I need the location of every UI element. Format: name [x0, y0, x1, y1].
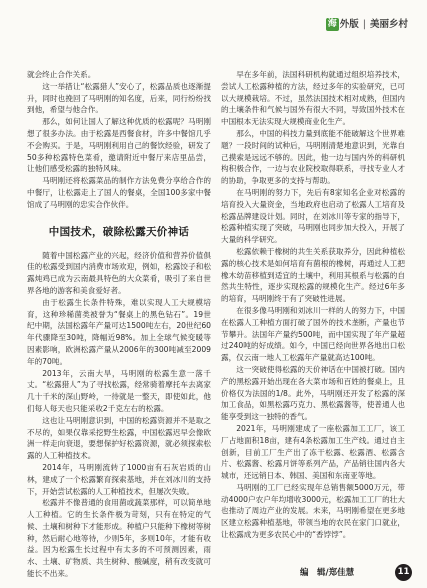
header-separator: | [362, 19, 366, 30]
paragraph: 早在多年前，法国科研机构就通过组织培养技术，尝试人工松露种植的方法，经过多年的实验研究，已可以大规模栽培。不过，虽然法国技术相对成熟，但国内的土壤条件和气候与国外有很大不同，导致国外技术在中国根本无法实现大规模商业化生产。 [221, 70, 405, 127]
section-label: 美丽乡村 [369, 19, 408, 30]
paragraph: 松露并不像普通的食用菌或蔬菜那样，可以简单地人工种植。它的生长条件极为苛刻，只有在特定的气候、土壤和树种下才能形成。种植户只能种下橡树等树种，然后耐心地等待，少则5年，多则10年，才能有收益。因为松露生长过程中有太多的不可预测因素，雨水、土壤、矿物质、共生树种、酸碱度，稍有改变就可能长不出来。 [27, 498, 211, 579]
paragraph: 2014年，马明刚流转了1000亩有石灰岩质的山林，建成了一个松露繁育探索基地，并在刘冰川的支持下，开始尝试松露的人工种植技术，但屡次失败。 [27, 462, 211, 496]
paragraph: 马明刚的工厂已经实现年总销售额5000万元，带动4000户农户年均增收3000元，松露加工工厂的壮大也推动了周边产业的发展。未来，马明刚希望在更多地区建立松露种植基地，带领当地的农民在家门口就业，让松露成为更多农民心中的“香饽饽”。 [221, 482, 405, 540]
paragraph: 松露依赖于橡树的共生关系获取养分，因此种植松露的核心技术是如何培育有菌根的橡树，再通过人工把橡木幼苗移植到适宜的土壤中，利用其根系与松露的自然共生特性，逐步实现松露的规模化生产。经过6年多的培育，马明刚终于有了突破性进展。 [221, 246, 405, 304]
page-number: 11 [395, 564, 412, 581]
paragraph: 马明刚还将松露菜品的制作方法免费分享给合作的中餐厅，让松露走上了国人的餐桌，全国100多家中餐馆成了马明刚的忠实合作伙伴。 [27, 176, 211, 209]
right-column [221, 69, 405, 561]
paragraph: 在很多像马明刚和刘冰川一样的人的努力下，中国在松露人工种植方面打破了国外的技术垄断，产量也节节攀升。法国年产量约500吨，而中国实现了年产量超过240吨的好成绩。如今，中国已经向世界各地出口松露，仅云南一地人工松露年产量就高达100吨。 [221, 305, 405, 363]
paragraph: 随着中国松露产业的兴起，经济价值和营养价值俱佳的松露受到国内消费市场欢迎，例如，松露饺子和松露炖鸡已成为云南最具特色的大众菜肴，吸引了来自世界各地的游客和美食爱好者。 [27, 250, 211, 295]
paragraph: 这一举措让“松露猎人”安心了，松露品质也逐渐提升，同时也挽回了马明刚的知名度，后来，同行纷纷找到他，希望与他合作。 [27, 81, 211, 115]
paragraph: 在马明刚的努力下，先后有8家知名企业对松露的培育投入大量资金，当地政府也启动了松露人工培育及松露品牌建设计划。同时，在刘冰川等专家的指导下，松露种植实现了突破，马明刚也同步加大投入，开展了大量的科学研究。 [221, 187, 405, 245]
edition-logo-icon: 海 [327, 19, 337, 29]
edition-label: 外版 [339, 19, 359, 30]
section-heading: 中国技术，破除松露天价神话 [48, 225, 190, 238]
paragraph: 那么，如何让国人了解这种优质的松露呢？马明刚想了很多办法。由于松露是西餐食材，许多中餐馆几乎不会购买。于是，马明刚利用自己的餐饮经验，研发了50多种松露特色菜肴，邀请附近中餐厅来店里品尝，让他们感受松露的独特风味。 [27, 117, 211, 174]
paragraph: 就会终止合作关系。 [27, 70, 96, 79]
left-column [27, 69, 211, 585]
paragraph: 这也让马明刚意识到，中国的松露资源并不是取之不尽的，如果仅靠采挖野生松露，中国松露迟早会像欧洲一样走向衰退，要想保护好松露资源，就必须探索松露的人工种植技术。 [27, 415, 211, 461]
paragraph: 那么，中国的科技力量到底能不能破解这个世界难题？一段时间的试种后，马明刚清楚地意识到，光靠自己摸索是远远不够的。因此，他一边与国内外的科研机构积极合作，一边与农业院校取得联系，寻找专业人才的协助，争取更多的支持与帮助。 [221, 128, 405, 186]
paragraph: 2013年，云南大旱，马明刚的松露生意一落千丈。“松露猎人”为了寻找松露，经常骑着摩托车去离家几十千米的深山野岭，一待就是一整天，即使如此，他们每人每天也只能采收2千克左右的松露。 [27, 368, 211, 413]
editor-credit: 编 辑/郑佳慧 [300, 568, 355, 578]
paragraph: 由于松露生长条件特殊，难以实现人工大规模培育，这种珍稀菌类被誉为“餐桌上的黑色钻石”。19世纪中期，法国松露年产量可达1500吨左右，20世纪60年代骤降至30吨，降幅近98%。加上全球气候变暖等因素影响，欧洲松露产量从2006年的300吨减至2009年的70吨。 [27, 297, 211, 366]
paragraph: 这一突破使得松露的天价神话在中国被打破。国内产的黑松露开始出现在各大菜市场和百姓的餐桌上，且价格仅为法国的1/8。此外，马明刚还开发了松露的深加工食品，如黑松露巧克力、黑松露酱等，使普通人也能享受到这一独特的香气。 [221, 364, 405, 422]
paragraph: 2021年，马明刚建成了一座松露加工工厂，该工厂占地面积18亩，建有4条松露加工生产线。通过自主创新，目前工厂生产出了冻干松露、松露酒、松露含片、松露酱、松露月饼等系列产品，产品销往国内各大城市，还远销日本、韩国、美国和东南亚等地。 [221, 423, 405, 481]
page-header [326, 18, 408, 31]
